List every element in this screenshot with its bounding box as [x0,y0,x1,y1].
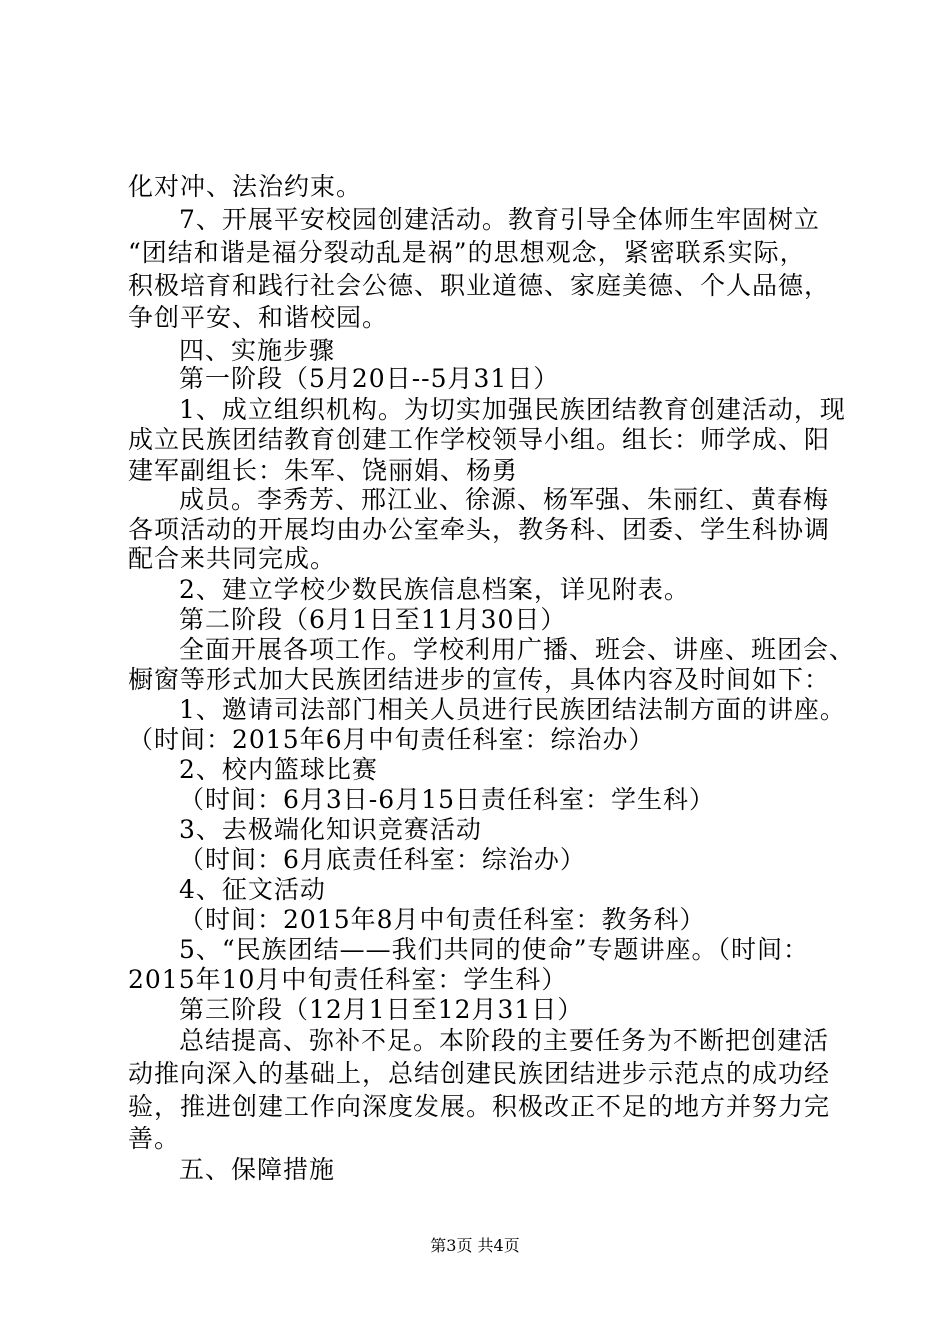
text-line: 2015年10月中旬责任科室：学生科） [128,965,568,994]
text-line: 总结提高、弥补不足。本阶段的主要任务为不断把创建活 [179,1026,830,1055]
text-line: 化对冲、法治约束。 [128,172,363,201]
section-heading: 五、保障措施 [179,1155,336,1184]
text-line: （时间：2015年6月中旬责任科室：综治办） [128,725,655,754]
text-line: 成立民族团结教育创建工作学校领导小组。组长：师学成、阳 [128,425,831,454]
text-line: （时间：2015年8月中旬责任科室：教务科） [179,905,706,934]
text-line: 1、邀请司法部门相关人员进行民族团结法制方面的讲座。 [179,695,846,724]
phase-heading: 第三阶段（12月1日至12月31日） [179,995,584,1024]
text-line: 各项活动的开展均由办公室牵头，教务科、团委、学生科协调 [128,515,831,544]
text-line: 5、“民族团结——我们共同的使命”专题讲座。（时间： [179,935,809,964]
text-line: 2、校内篮球比赛 [179,755,378,784]
text-line: 橱窗等形式加大民族团结进步的宣传，具体内容及时间如下： [128,665,831,694]
text-line: 成员。李秀芳、邢江业、徐源、杨军强、朱丽红、黄春梅 [179,485,830,514]
section-heading: 四、实施步骤 [179,336,336,365]
phase-heading: 第二阶段（6月1日至11月30日） [179,605,567,634]
phase-heading: 第一阶段（5月20日--5月31日） [179,364,560,393]
text-line: 善。 [128,1124,181,1153]
text-line: 7、开展平安校园创建活动。教育引导全体师生牢固树立 [179,205,820,234]
text-line: 3、去极端化知识竞赛活动 [179,815,482,844]
text-line: （时间：6月底责任科室：综治办） [179,845,586,874]
text-line: （时间：6月3日-6月15日责任科室：学生科） [179,785,715,814]
text-line: 争创平安、和谐校园。 [128,303,389,332]
text-line: 1、成立组织机构。为切实加强民族团结教育创建活动，现 [179,395,846,424]
text-line: 2、建立学校少数民族信息档案，详见附表。 [179,575,690,604]
text-line: 动推向深入的基础上，总结创建民族团结进步示范点的成功经 [128,1059,831,1088]
text-line: 验，推进创建工作向深度发展。积极改正不足的地方并努力完 [128,1092,831,1121]
text-line: 全面开展各项工作。学校利用广播、班会、讲座、班团会、 [179,635,856,664]
text-line: 配合来共同完成。 [128,544,337,573]
text-line: 4、征文活动 [179,875,326,904]
page-number: 第3页 共4页 [430,1236,520,1255]
text-line: 积极培育和践行社会公德、职业道德、家庭美德、个人品德， [128,271,831,300]
text-line: 建军副组长：朱军、饶丽娟、杨勇 [128,456,519,485]
text-line: “团结和谐是福分裂动乱是祸”的思想观念，紧密联系实际， [128,238,806,267]
